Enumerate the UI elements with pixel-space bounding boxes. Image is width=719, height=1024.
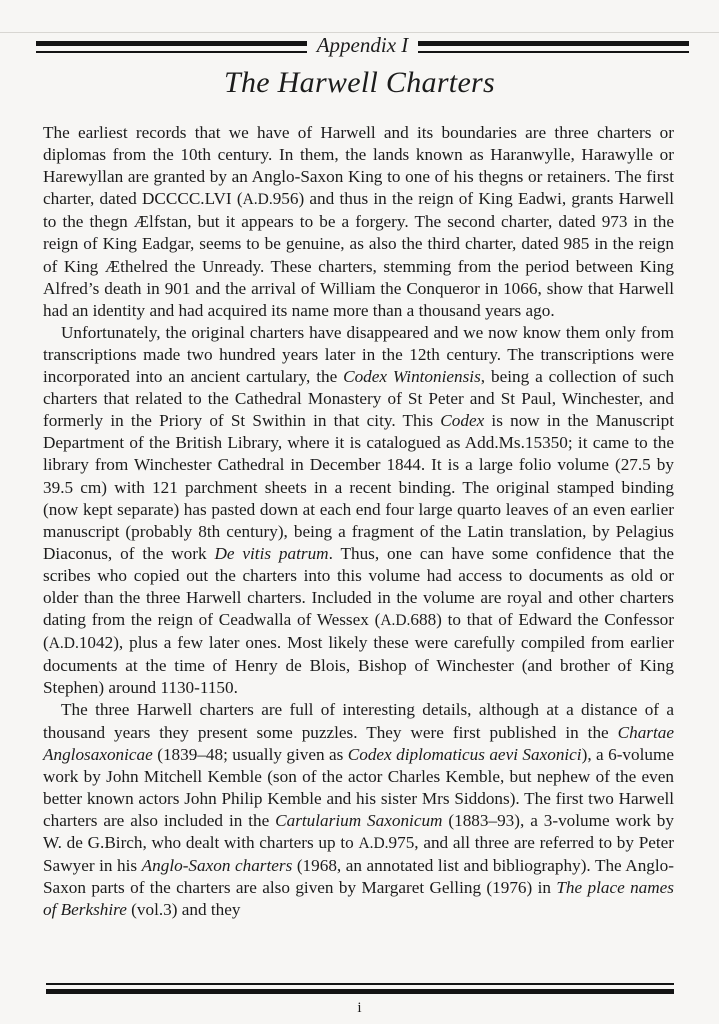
text-run: Unfortunately, the original charters have disappeared and we now know them only from transcriptions made two hundred years later in the 12th century. The transcriptions were incorporated into an ancient cartulary, the — [43, 322, 674, 387]
body-text — [43, 122, 674, 921]
page-title: The Harwell Charters — [223, 66, 496, 99]
text-run: 975, and all three are referred to by Peter Sawyer in his — [43, 833, 675, 876]
italic-title: Codex Wintoniensis — [343, 367, 481, 387]
text-run: (1839–48; usually given as — [152, 744, 348, 764]
italic-title: Anglo-Saxon charters — [141, 856, 293, 876]
text-run: 688) to that of Edward the Confessor ( — [43, 610, 674, 653]
page-number: i — [357, 1000, 362, 1016]
paragraph — [43, 322, 674, 700]
text-run: ), a 6-volume work by John Mitchell Kemble (son of the actor Charles Kemble, but nephew of the even better known actors John Philip Kemble and his sister Mrs Siddons). The first two Harwell charters are also included in the — [43, 744, 674, 830]
italic-title: Codex diplomaticus aevi Saxonici — [347, 744, 582, 764]
section-header — [36, 34, 689, 60]
era-abbrev: A.D. — [358, 835, 389, 852]
italic-title: Chartae Anglosaxonicae — [43, 722, 674, 764]
text-run: , being a collection of such charters that related to the Cathedral Monastery of St Peter and St Paul, Winchester, and formerly in the Priory of St Swithin in that city. This — [43, 367, 675, 431]
text-run: 956) and thus in the reign of King Eadwi, grants Harwell to the thegn Ælfstan, but it appears to be a forgery. The second charter, dated 973 in the reign of King Eadgar, seems to be genuine, as also the third charter, dated 985 in the reign of King Æthelred the Unready. These charters, stemming from the period between King Alfred’s death in 901 and the arrival of William the Conqueror in 1066, show that Harwell had an identity and had acquired its name more than a thousand years ago. — [43, 189, 675, 320]
text-run: The earliest records that we have of Harwell and its boundaries are three charters or diplomas from the 10th century. In them, the lands known as Haranwylle, Harawylle or Harewyllan are granted by an Anglo-Saxon King to one of his thegns or retainers. The first charter, dated DCCCC.LVI ( — [43, 123, 674, 209]
era-abbrev: A.D. — [380, 612, 411, 630]
paragraph — [43, 122, 674, 322]
era-abbrev: A.D. — [48, 635, 79, 653]
header-rule-right — [418, 41, 689, 53]
paragraph — [43, 699, 674, 921]
italic-title: Codex — [440, 411, 485, 431]
text-run: . Thus, one can have some confidence that the scribes who copied out the charters into this volume had access to documents as old or older than the three Harwell charters. Included in the volume are royal and other charters dating from the reign of Ceadwalla of Wessex ( — [43, 543, 674, 630]
era-abbrev: A.D. — [242, 191, 273, 209]
italic-title: De vitis patrum — [214, 543, 329, 563]
footer-rule — [46, 983, 674, 994]
header-rule-left — [36, 41, 307, 53]
italic-title: The place names of Berkshire — [43, 878, 674, 920]
italic-title: Cartularium Saxonicum — [275, 810, 443, 830]
text-run: 1042), plus a few later ones. Most likely these were carefully compiled from earlier documents at the time of Henry de Blois, Bishop of Winchester (and brother of King Stephen) around 1130-1150. — [43, 633, 674, 698]
text-run: (1883–93), a 3-volume work by W. de G.Birch, who dealt with charters up to — [43, 810, 674, 852]
text-run: (1968, an annotated list and bibliography). The Anglo-Saxon parts of the charters are also given by Margaret Gelling (1976) in — [43, 856, 674, 898]
appendix-label: Appendix I — [316, 32, 409, 57]
text-run: is now in the Manuscript Department of the British Library, where it is catalogued as Add.Ms.15350; it came to the library from Winchester Cathedral in December 1844. It is a large folio volume (27.5 by 39.5 cm) with 121 parchment sheets in a recent binding. The original stamped binding (now kept separate) has pasted down at each end four large quarto leaves of an even earlier manuscript (probably 8th century), being a fragment of the Latin translation, by Pelagius Diaconus, of the work — [43, 411, 674, 563]
text-run: The three Harwell charters are full of interesting details, although at a distance of a thousand years they present some puzzles. They were first published in the — [43, 700, 674, 742]
text-run: (vol.3) and they — [126, 900, 241, 920]
